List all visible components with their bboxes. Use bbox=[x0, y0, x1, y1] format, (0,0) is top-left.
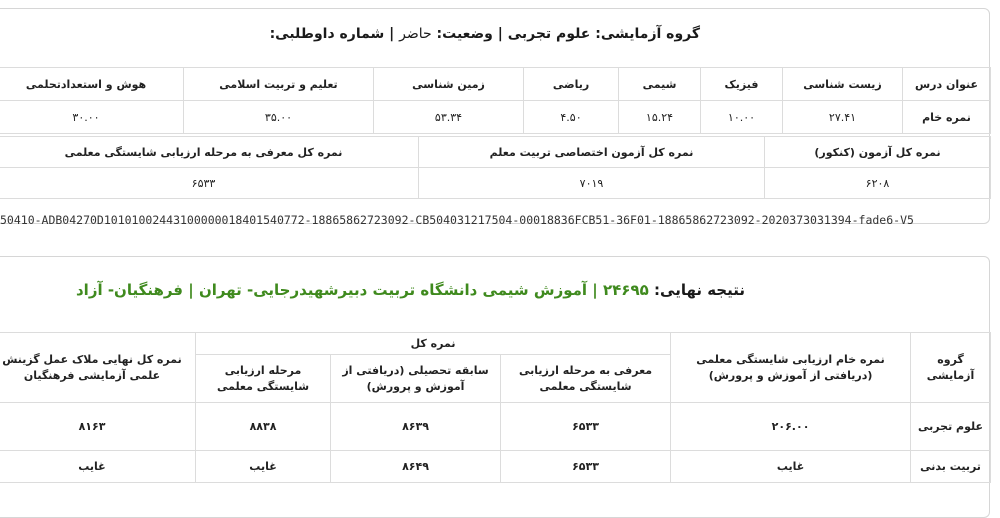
cell-history: ۸۶۳۹ bbox=[331, 403, 501, 451]
status-label: وضعیت: bbox=[436, 26, 493, 42]
row-label: نمره خام bbox=[903, 101, 991, 134]
total-value: ۷۰۱۹ bbox=[419, 168, 765, 199]
totals-header-row bbox=[0, 137, 991, 168]
table-row bbox=[0, 451, 991, 483]
separator: | bbox=[592, 281, 598, 299]
totals-value-row bbox=[0, 168, 991, 199]
cell-intro: ۶۵۳۳ bbox=[501, 451, 671, 483]
final-result-label: نتیجه نهایی: bbox=[654, 281, 745, 299]
table-row bbox=[0, 403, 991, 451]
status-value: حاضر bbox=[399, 26, 432, 42]
cell-intro: ۶۵۳۳ bbox=[501, 403, 671, 451]
final-result-org: فرهنگیان- آزاد bbox=[75, 281, 184, 299]
cell-group: علوم تجربی bbox=[911, 403, 991, 451]
final-result-code: ۲۴۶۹۵ bbox=[603, 281, 649, 299]
col-total-group: نمره کل bbox=[196, 333, 671, 355]
group-value: علوم تجربی bbox=[507, 26, 591, 42]
sub-intro: معرفی به مرحله ارزیابی شایستگی معلمی bbox=[501, 355, 671, 403]
raw-grades-table bbox=[0, 67, 991, 134]
cell-stage: ۸۸۳۸ bbox=[196, 403, 331, 451]
candidate-number-label: شماره داوطلبی: bbox=[269, 26, 385, 42]
grade-value: ۲۷.۴۱ bbox=[783, 101, 903, 134]
col-final: نمره کل نهایی ملاک عمل گزینش علمی آزمایشی فرهنگیان bbox=[0, 333, 196, 403]
totals-header: نمره کل معرفی به مرحله ارزیابی شایستگی معلمی bbox=[0, 137, 419, 168]
cell-final: غایب bbox=[0, 451, 196, 483]
grades-header: عنوان درس bbox=[903, 68, 991, 101]
col-raw: نمره خام ارزیابی شایستگی معلمی (دریافتی از آموزش و پرورش) bbox=[671, 333, 911, 403]
grade-value: ۵۳.۳۴ bbox=[374, 101, 524, 134]
grades-header-row bbox=[0, 68, 991, 101]
grade-value: ۳۰.۰۰ bbox=[0, 101, 184, 134]
cell-stage: غایب bbox=[196, 451, 331, 483]
cell-group: تربیت بدنی bbox=[911, 451, 991, 483]
final-header-row bbox=[0, 333, 991, 355]
sub-history: سابقه تحصیلی (دریافتی از آموزش و پرورش) bbox=[331, 355, 501, 403]
grades-header: زیست شناسی bbox=[783, 68, 903, 101]
final-result-title bbox=[0, 281, 745, 299]
sub-stage: مرحله ارزیابی شایستگی معلمی bbox=[196, 355, 331, 403]
grade-value: ۳۵.۰۰ bbox=[184, 101, 374, 134]
final-result-field: آموزش شیمی دانشگاه تربیت دبیرشهیدرجایی- تهران bbox=[198, 281, 588, 299]
candidate-header: گروه آزمایشی: علوم تجربی | وضعیت: حاضر | شماره داوطلبی: bbox=[269, 26, 700, 42]
grades-header: هوش و استعدادتحلمی bbox=[0, 68, 184, 101]
grades-value-row bbox=[0, 101, 991, 134]
grades-header: ریاضی bbox=[524, 68, 619, 101]
cell-final: ۸۱۶۳ bbox=[0, 403, 196, 451]
totals-header: نمره کل آزمون (کنکور) bbox=[765, 137, 991, 168]
grades-header: فیزیک bbox=[701, 68, 783, 101]
verification-code: 50410-ADB04270D10101002443100000018401540772-18865862723092-CB504031217504-00018836FCB51-36F01-18865862723092-2020373031394-fade6-V5 bbox=[0, 213, 914, 227]
group-label: گروه آزمایشی: bbox=[595, 26, 700, 42]
col-group: گروه آزمایشی bbox=[911, 333, 991, 403]
final-scores-table bbox=[0, 332, 991, 483]
grade-value: ۴.۵۰ bbox=[524, 101, 619, 134]
grades-header: زمین شناسی bbox=[374, 68, 524, 101]
total-value: ۶۵۳۳ bbox=[0, 168, 419, 199]
total-value: ۶۲۰۸ bbox=[765, 168, 991, 199]
grade-value: ۱۵.۲۴ bbox=[619, 101, 701, 134]
cell-raw: ۲۰۶.۰۰ bbox=[671, 403, 911, 451]
cell-history: ۸۶۴۹ bbox=[331, 451, 501, 483]
total-scores-table bbox=[0, 136, 991, 199]
grades-header: تعلیم و تربیت اسلامی bbox=[184, 68, 374, 101]
grades-header: شیمی bbox=[619, 68, 701, 101]
totals-header: نمره کل آزمون اختصاصی تربیت معلم bbox=[419, 137, 765, 168]
separator: | bbox=[188, 281, 194, 299]
cell-raw: غایب bbox=[671, 451, 911, 483]
grade-value: ۱۰.۰۰ bbox=[701, 101, 783, 134]
